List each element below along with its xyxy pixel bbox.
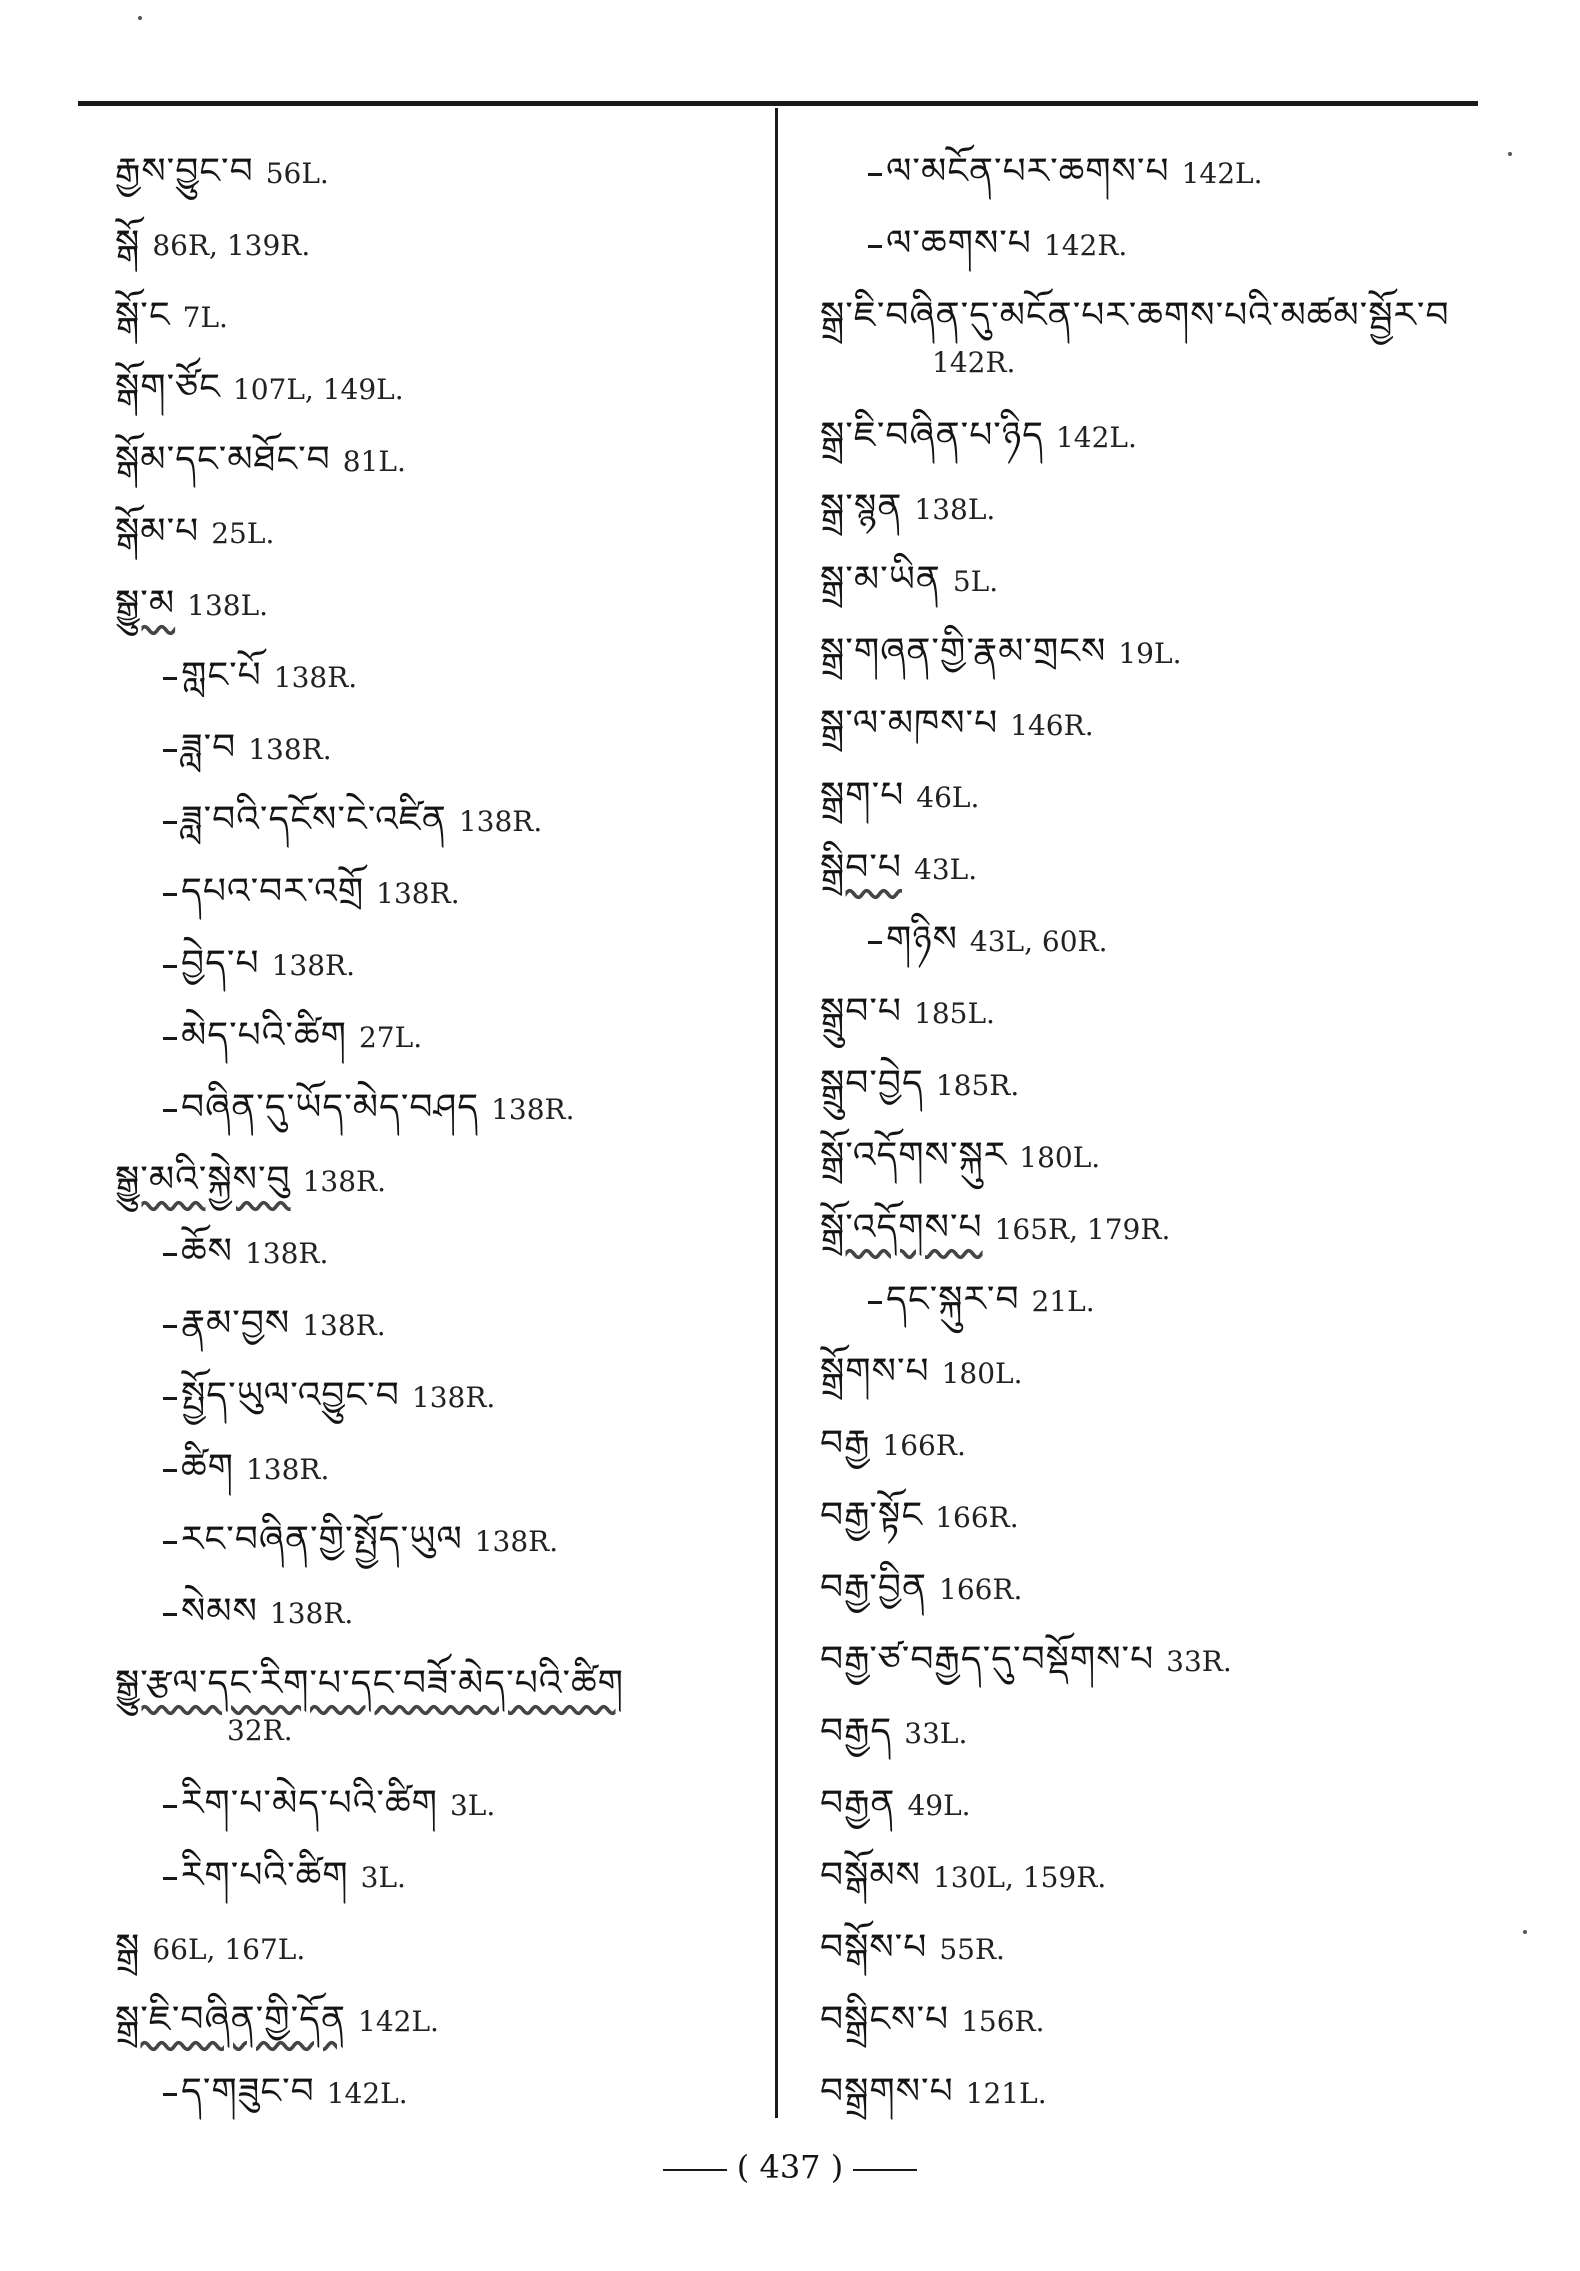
entry-page-ref: 138R.	[474, 1525, 559, 1558]
entry-term: བརྒྱན	[820, 1783, 896, 1824]
index-entry	[115, 1924, 755, 1996]
entry-page-ref: 146R.	[1010, 709, 1094, 742]
index-entry	[820, 1924, 1460, 1996]
entry-page-ref: 138R.	[245, 1453, 330, 1486]
subentry-dash	[868, 245, 882, 248]
entry-term: སྒྲ་ཇི་བཞིན་གྱི་དོན	[115, 1999, 346, 2040]
entry-term: སྒོམ་དང་མཐོང་བ	[115, 439, 331, 480]
index-subentry	[115, 868, 755, 940]
entry-page-ref: 138L.	[914, 493, 996, 526]
subentry-dash	[163, 749, 177, 752]
entry-page-ref: 138R.	[302, 1309, 386, 1342]
subentry-dash	[163, 893, 177, 896]
subentry-dash	[163, 1253, 177, 1256]
entry-term: རྒྱས་བྱུང་བ	[115, 151, 254, 192]
entry-page-ref: 33L.	[904, 1717, 968, 1750]
entry-term: མེད་པའི་ཚིག	[181, 1015, 347, 1056]
entry-page-ref: 142L.	[326, 2077, 408, 2110]
entry-page-ref: 156R.	[961, 2005, 1045, 2038]
top-rule	[78, 101, 1478, 106]
index-subentry	[115, 940, 755, 1012]
left-column	[115, 148, 755, 2140]
entry-term: དང་སྐུར་བ	[886, 1279, 1020, 1320]
index-entry	[115, 364, 755, 436]
subentry-dash	[868, 173, 882, 176]
subentry-dash	[163, 1877, 177, 1880]
index-subentry	[115, 796, 755, 868]
entry-term: བརྒྱ	[820, 1423, 871, 1464]
entry-term: ཆོས	[181, 1231, 233, 1272]
index-entry	[820, 1132, 1460, 1204]
index-entry	[820, 700, 1460, 772]
index-entry	[115, 148, 755, 220]
index-subentry	[820, 916, 1460, 988]
subentry-dash	[163, 965, 177, 968]
entry-page-ref: 185L.	[914, 997, 995, 1030]
entry-page-ref: 3L.	[449, 1789, 496, 1822]
entry-page-ref: 138L.	[187, 589, 269, 622]
subentry-dash	[868, 1301, 882, 1304]
entry-page-ref: 5L.	[952, 565, 999, 598]
entry-term: སྒྲིབ་པ	[820, 847, 903, 888]
entry-term: བརྒྱ་ཙ་བརྒྱད་དུ་བསྡོགས་པ	[820, 1639, 1155, 1680]
entry-page-ref: 138R.	[302, 1165, 387, 1198]
index-subentry	[115, 1444, 755, 1516]
entry-page-ref: 138R.	[491, 1093, 575, 1126]
subentry-dash	[163, 2093, 177, 2096]
entry-page-ref: 138R.	[458, 805, 543, 838]
entry-term: སེམས	[181, 1591, 258, 1632]
index-entry	[820, 1348, 1460, 1420]
entry-term: སྒྲ་ཇི་བཞིན་པ་ཉིད	[820, 415, 1044, 456]
scan-speck	[1508, 152, 1512, 156]
index-entry	[820, 292, 1460, 412]
index-subentry	[115, 1084, 755, 1156]
index-entry	[820, 844, 1460, 916]
entry-term: གཉིས	[886, 919, 958, 960]
entry-page-ref: 185R.	[935, 1069, 1020, 1102]
index-entry	[820, 1492, 1460, 1564]
index-subentry	[115, 1012, 755, 1084]
entry-term: སྒྲུབ་པ	[820, 991, 903, 1032]
column-divider	[775, 108, 778, 2118]
entry-page-ref: 49L.	[907, 1789, 971, 1822]
footer-rule-left	[663, 2169, 727, 2171]
index-entry	[820, 1780, 1460, 1852]
index-subentry	[115, 1588, 755, 1660]
entry-page-ref: 166R.	[939, 1573, 1023, 1606]
index-entry	[820, 1636, 1460, 1708]
right-column	[820, 148, 1460, 2140]
index-subentry	[115, 2068, 755, 2140]
index-subentry	[820, 220, 1460, 292]
subentry-dash	[163, 1397, 177, 1400]
entry-term: ལ་ཆགས་པ	[886, 223, 1032, 264]
index-entry	[820, 1420, 1460, 1492]
entry-term: བརྒྱད	[820, 1711, 893, 1752]
entry-page-ref: 142L.	[1181, 157, 1263, 190]
subentry-dash	[163, 1325, 177, 1328]
subentry-dash	[163, 1109, 177, 1112]
entry-term: བསྒོམས	[820, 1855, 921, 1896]
index-entry	[820, 1204, 1460, 1276]
entry-page-ref: 166R.	[882, 1429, 966, 1462]
entry-page-ref: 142L.	[358, 2005, 439, 2038]
entry-term: ཚིག	[181, 1447, 234, 1488]
index-entry	[820, 556, 1460, 628]
entry-term: སྒྲ་ལ་མཁས་པ	[820, 703, 999, 744]
index-entry	[820, 1852, 1460, 1924]
index-entry	[820, 988, 1460, 1060]
entry-term: སྒྲ་མ་ཡིན	[820, 559, 941, 600]
index-entry	[115, 508, 755, 580]
subentry-dash	[868, 941, 882, 944]
entry-page-ref: 166R.	[935, 1501, 1019, 1534]
index-entry	[115, 1996, 755, 2068]
entry-term: བསྒྲིངས་པ	[820, 1999, 950, 2040]
entry-term: གླང་པོ	[181, 655, 262, 696]
entry-page-ref: 27L.	[358, 1021, 423, 1054]
entry-page-ref: 180L.	[1019, 1141, 1101, 1174]
index-entry	[820, 2068, 1460, 2140]
index-entry	[115, 1156, 755, 1228]
index-subentry	[115, 1228, 755, 1300]
entry-page-ref: 138R.	[248, 733, 332, 766]
entry-term: སྤྱོད་ཡུལ་འབྱུང་བ	[181, 1375, 400, 1416]
index-subentry	[820, 148, 1460, 220]
entry-term: བརྒྱ་སྟོང	[820, 1495, 924, 1536]
entry-term: སྒྲ་སྙན	[820, 487, 903, 528]
entry-page-ref: 138R.	[271, 949, 355, 982]
subentry-dash	[163, 1541, 177, 1544]
index-subentry	[115, 1516, 755, 1588]
index-subentry	[115, 1372, 755, 1444]
subentry-dash	[163, 1037, 177, 1040]
index-entry	[820, 772, 1460, 844]
entry-page-ref: 56L.	[265, 157, 329, 190]
entry-page-ref: 43L.	[914, 853, 978, 886]
entry-page-ref: 86R, 139R.	[152, 229, 311, 262]
entry-page-ref: 165R, 179R.	[994, 1213, 1171, 1246]
entry-page-ref: 142R.	[932, 346, 1016, 379]
entry-page-ref: 138R.	[244, 1237, 329, 1270]
entry-term: སྒྲོ་འདོགས་སྐུར	[820, 1135, 1008, 1176]
entry-term: སྒོ་ང	[115, 295, 171, 336]
scan-speck	[138, 16, 142, 20]
entry-page-ref: 142L.	[1055, 421, 1137, 454]
entry-page-ref: 107L, 149L.	[232, 373, 404, 406]
entry-term: སྒྲོགས་པ	[820, 1351, 930, 1392]
entry-term: སྒྱུ་མའི་སྐྱེས་བུ	[115, 1159, 291, 1200]
entry-page-ref: 46L.	[916, 781, 980, 814]
entry-page-ref: 138R.	[273, 661, 358, 694]
entry-page-ref: 138R.	[376, 877, 460, 910]
index-entry	[820, 628, 1460, 700]
index-entry	[115, 580, 755, 652]
subentry-dash	[163, 821, 177, 824]
entry-term: བསྒྲགས་པ	[820, 2071, 954, 2112]
entry-term: རིག་པ་མེད་པའི་ཚིག	[181, 1783, 438, 1824]
entry-term: རིག་པའི་ཚིག	[181, 1855, 349, 1896]
entry-page-ref: 25L.	[211, 517, 275, 550]
entry-term: སྒྱུ་མ	[115, 583, 176, 624]
entry-term: དཔའ་བར་འགྲོ	[181, 871, 365, 912]
entry-term: བྱེད་པ	[181, 943, 260, 984]
entry-page-ref: 138R.	[269, 1597, 354, 1630]
entry-page-ref: 33R.	[1166, 1645, 1232, 1678]
entry-page-ref: 180L.	[941, 1357, 1023, 1390]
entry-page-ref: 3L.	[360, 1861, 406, 1894]
entry-term: སྒྲུབ་བྱེད	[820, 1063, 924, 1104]
entry-term: སྒྲ་ཇི་བཞིན་དུ་མངོན་པར་ཆགས་པའི་མཚམ་སྦྱོར་བ	[820, 295, 1450, 336]
index-entry	[820, 1708, 1460, 1780]
entry-page-ref: 7L.	[182, 301, 228, 334]
entry-page-ref: 121L.	[965, 2077, 1047, 2110]
entry-term: ཟླ་བ	[181, 727, 237, 768]
entry-page-ref: 55R.	[939, 1933, 1005, 1966]
index-entry	[820, 484, 1460, 556]
subentry-dash	[163, 677, 177, 680]
page-number: ( 437 )	[736, 2148, 844, 2186]
entry-page-ref: 43L, 60R.	[969, 925, 1108, 958]
index-entry	[820, 1996, 1460, 2068]
index-entry	[115, 220, 755, 292]
entry-term: སྒོག་ཙོང	[115, 367, 221, 408]
entry-term: བརྒྱ་བྱིན	[820, 1567, 927, 1608]
index-subentry	[115, 652, 755, 724]
entry-page-ref: 19L.	[1118, 637, 1182, 670]
index-entry	[115, 292, 755, 364]
entry-term: རྣམ་བྱས	[181, 1303, 291, 1344]
entry-term: སྒྲག་པ	[820, 775, 905, 816]
entry-page-ref: 142R.	[1043, 229, 1128, 262]
entry-term: སྒོམ་པ	[115, 511, 200, 552]
page-footer	[0, 2148, 1580, 2186]
scan-speck	[1523, 1930, 1527, 1934]
entry-page-ref: 130L, 159R.	[932, 1861, 1107, 1894]
entry-term: སྒྲ	[115, 1927, 141, 1968]
entry-term: ཟླ་བའི་དངོས་ངེ་འཛིན	[181, 799, 447, 840]
index-subentry	[820, 1276, 1460, 1348]
entry-page-ref: 66L, 167L.	[152, 1933, 306, 1966]
entry-term: བཞིན་དུ་ཡོད་མེད་བཤད	[181, 1087, 480, 1128]
entry-term: སྒྲོ་འདོགས་པ	[820, 1207, 983, 1248]
subentry-dash	[163, 1469, 177, 1472]
footer-rule-right	[853, 2169, 917, 2171]
entry-page-ref: 81L.	[342, 445, 406, 478]
entry-term: སྒྱུ་རྩལ་དང་རིག་པ་དང་བཟོ་མེད་པའི་ཚིག	[115, 1663, 625, 1704]
index-entry	[820, 412, 1460, 484]
index-subentry	[115, 1780, 755, 1852]
entry-page-ref: 21L.	[1031, 1285, 1095, 1318]
entry-term: སྒོ	[115, 223, 141, 264]
index-entry	[115, 1660, 755, 1780]
index-entry	[820, 1060, 1460, 1132]
index-subentry	[115, 1300, 755, 1372]
entry-term: ད་གཟུང་བ	[181, 2071, 315, 2112]
entry-term: བསྒོས་པ	[820, 1927, 928, 1968]
index-subentry	[115, 1852, 755, 1924]
index-entry	[115, 436, 755, 508]
entry-page-ref: 32R.	[227, 1714, 293, 1747]
index-subentry	[115, 724, 755, 796]
index-entry	[820, 1564, 1460, 1636]
entry-page-ref: 138R.	[411, 1381, 496, 1414]
subentry-dash	[163, 1613, 177, 1616]
entry-term: རང་བཞིན་གྱི་སྤྱོད་ཡུལ	[181, 1519, 463, 1560]
entry-term: ལ་མངོན་པར་ཆགས་པ	[886, 151, 1170, 192]
subentry-dash	[163, 1805, 177, 1808]
entry-term: སྒྲ་གཞན་གྱི་རྣམ་གྲངས	[820, 631, 1107, 672]
